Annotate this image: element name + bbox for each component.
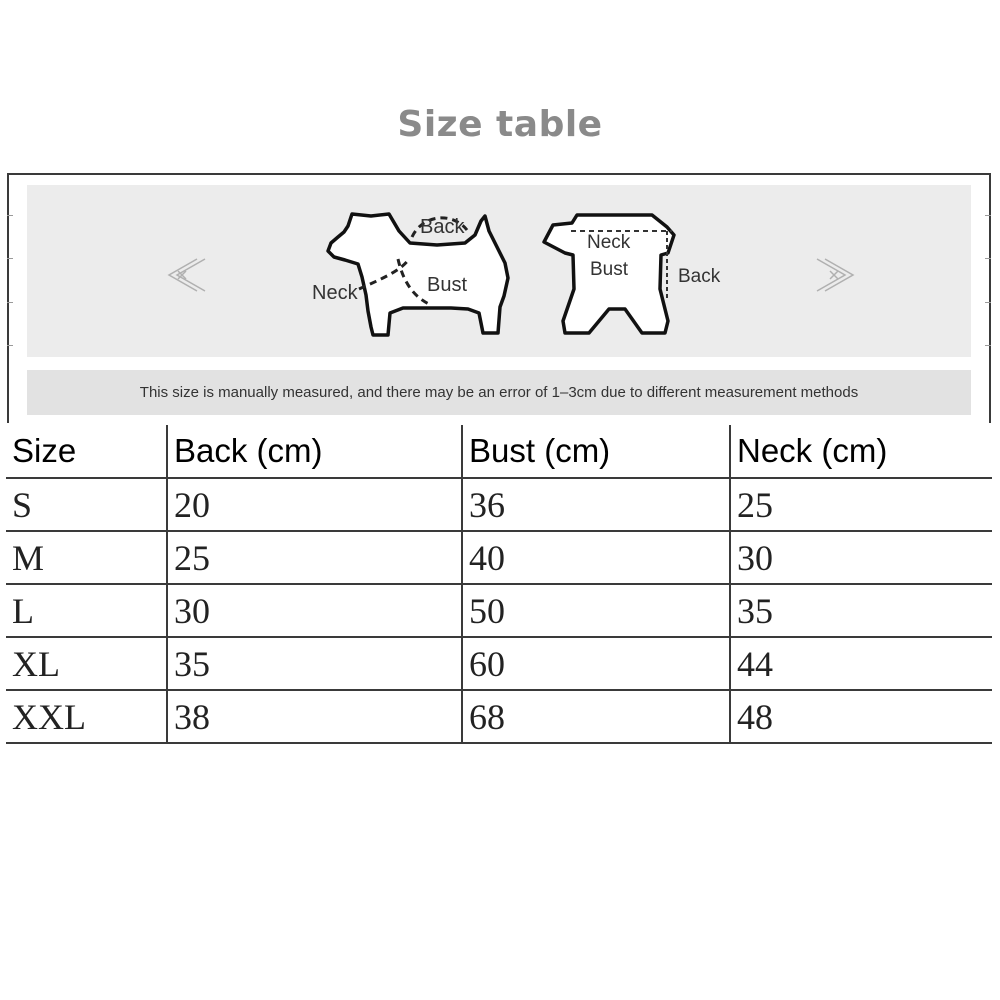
size-cell: XL (6, 637, 167, 690)
column-header-back: Back (cm) (167, 425, 462, 478)
frame-tick (985, 215, 991, 216)
bust-cell: 40 (462, 531, 730, 584)
dog-outline-icon (312, 214, 508, 335)
size-cell: M (6, 531, 167, 584)
frame-tick (985, 258, 991, 259)
page-title: Size table (397, 104, 603, 145)
measurement-diagram (27, 185, 971, 357)
table-row (6, 584, 992, 637)
column-header-neck: Neck (cm) (730, 425, 992, 478)
neck-cell: 48 (730, 690, 992, 743)
table-header-row (6, 425, 992, 478)
table-row (6, 531, 992, 584)
size-cell: L (6, 584, 167, 637)
garment-bust-label: Bust (590, 259, 629, 280)
column-header-size: Size (6, 425, 167, 478)
measurement-note-text: This size is manually measured, and there may be an error of 1–3cm due to different measurement methods (139, 384, 859, 401)
arrow-left-icon[interactable] (169, 259, 205, 291)
arrow-right-icon[interactable] (817, 259, 853, 291)
dog-back-label: Back (420, 216, 465, 238)
size-table (6, 425, 992, 744)
bust-cell: 36 (462, 478, 730, 531)
bust-cell: 60 (462, 637, 730, 690)
frame-tick (7, 302, 13, 303)
dog-neck-label: Neck (312, 282, 358, 304)
back-cell: 38 (167, 690, 462, 743)
dog-garment-outline-icon (544, 215, 721, 333)
neck-cell: 35 (730, 584, 992, 637)
frame-tick (7, 215, 13, 216)
neck-cell: 25 (730, 478, 992, 531)
neck-cell: 44 (730, 637, 992, 690)
back-cell: 25 (167, 531, 462, 584)
dog-bust-label: Bust (427, 274, 468, 296)
size-cell: S (6, 478, 167, 531)
table-row (6, 690, 992, 743)
column-header-bust: Bust (cm) (462, 425, 730, 478)
table-row (6, 637, 992, 690)
table-row (6, 478, 992, 531)
measurement-note (27, 370, 971, 415)
neck-cell: 30 (730, 531, 992, 584)
frame-tick (985, 302, 991, 303)
bust-cell: 50 (462, 584, 730, 637)
garment-neck-label: Neck (587, 232, 631, 253)
size-cell: XXL (6, 690, 167, 743)
frame-tick (7, 345, 13, 346)
back-cell: 35 (167, 637, 462, 690)
garment-back-label: Back (678, 266, 721, 287)
back-cell: 30 (167, 584, 462, 637)
back-cell: 20 (167, 478, 462, 531)
frame-tick (7, 258, 13, 259)
frame-tick (985, 345, 991, 346)
bust-cell: 68 (462, 690, 730, 743)
